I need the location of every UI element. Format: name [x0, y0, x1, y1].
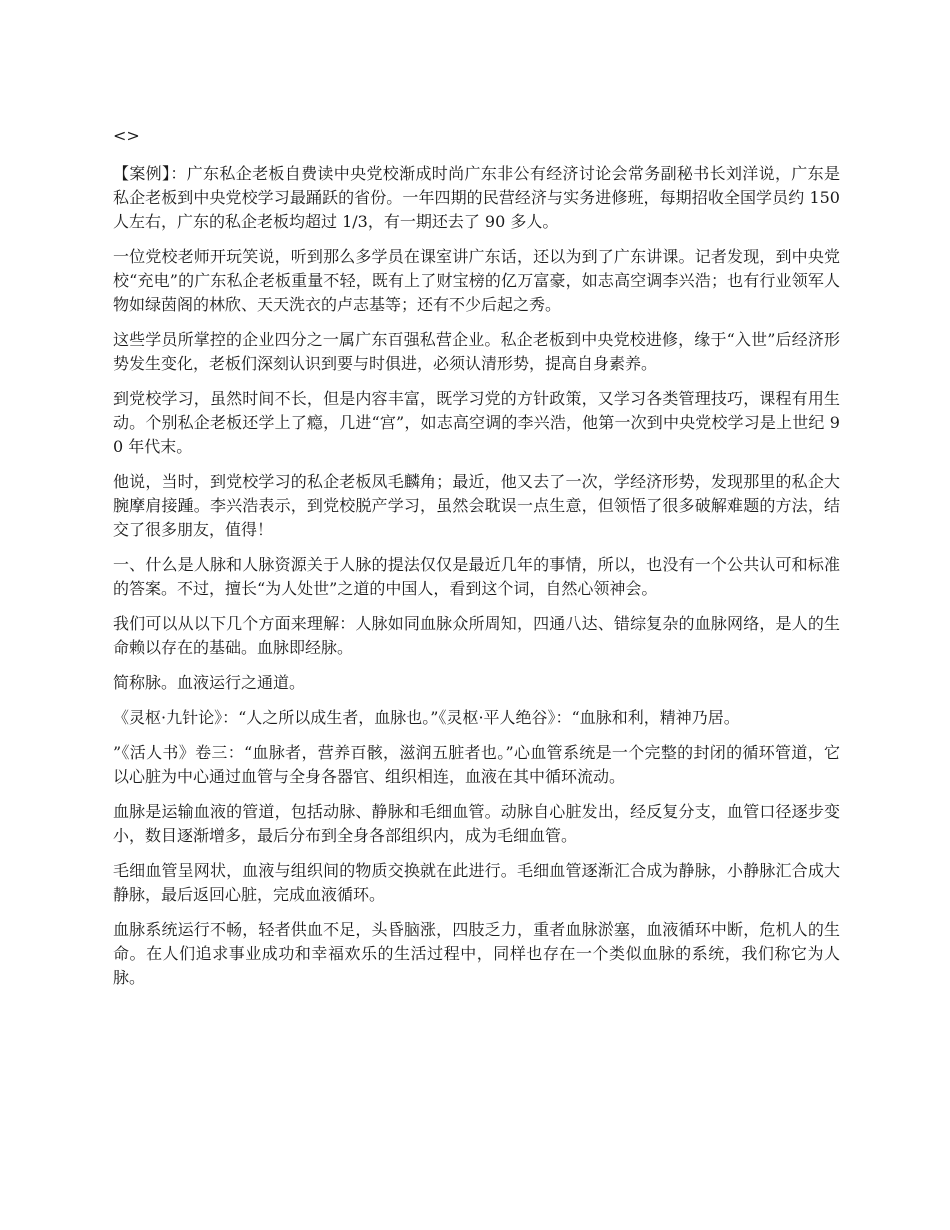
paragraph-9: 《灵枢·九针论》：“人之所以成生者，血脉也。”《灵枢·平人绝谷》：“血脉和利，精神乃居。 [113, 708, 740, 727]
document-page [113, 124, 840, 1001]
paragraph-4: 到党校学习，虽然时间不长，但是内容丰富，既学习党的方针政策，又学习各类管理技巧，课程有用生动。个别私企老板还学上了瘾，几进“宫”，如志高空调的李兴浩，他第一次到中央党校学习是上世纪 90 年代末。 [113, 389, 840, 456]
header-mark: <> [113, 126, 140, 145]
paragraph-6: 一、什么是人脉和人脉资源关于人脉的提法仅仅是最近几年的事情，所以，也没有一个公共认可和标准的答案。不过，擅长“为人处世”之道的中国人，看到这个词，自然心领神会。 [113, 555, 840, 598]
paragraph-11: 血脉是运输血液的管道，包括动脉、静脉和毛细血管。动脉自心脏发出，经反复分支，血管口径逐步变小，数目逐渐增多，最后分布到全身各部组织内，成为毛细血管。 [113, 802, 840, 845]
paragraph-5: 他说，当时，到党校学习的私企老板凤毛麟角；最近，他又去了一次，学经济形势，发现那里的私企大腕摩肩接踵。李兴浩表示，到党校脱产学习，虽然会耽误一点生意，但领悟了很多破解难题的方法，结交了很多朋友，值得！ [113, 472, 840, 539]
paragraph-7: 我们可以从以下几个方面来理解：人脉如同血脉众所周知，四通八达、错综复杂的血脉网络，是人的生命赖以存在的基础。血脉即经脉。 [113, 614, 840, 657]
paragraph-13: 血脉系统运行不畅，轻者供血不足，头昏脑涨，四肢乏力，重者血脉淤塞，血液循环中断，危机人的生命。在人们追求事业成功和幸福欢乐的生活过程中，同样也存在一个类似血脉的系统，我们称它为人脉。 [113, 920, 840, 987]
paragraph-12: 毛细血管呈网状，血液与组织间的物质交换就在此进行。毛细血管逐渐汇合成为静脉，小静脉汇合成大静脉，最后返回心脏，完成血液循环。 [113, 861, 840, 904]
paragraph-3: 这些学员所掌控的企业四分之一属广东百强私营企业。私企老板到中央党校进修，缘于“入世”后经济形势发生变化，老板们深刻认识到要与时俱进，必须认清形势，提高自身素养。 [113, 330, 840, 373]
paragraph-2: 一位党校老师开玩笑说，听到那么多学员在课室讲广东话，还以为到了广东讲课。记者发现，到中央党校“充电”的广东私企老板重量不轻，既有上了财宝榜的亿万富豪，如志高空调李兴浩；也有行业领军人物如绿茵阁的林欣、天天洗衣的卢志基等；还有不少后起之秀。 [113, 247, 840, 314]
paragraph-8: 简称脉。血液运行之通道。 [113, 673, 306, 692]
paragraph-1: 【案例】：广东私企老板自费读中央党校渐成时尚广东非公有经济讨论会常务副秘书长刘洋说，广东是私企老板到中央党校学习最踊跃的省份。一年四期的民营经济与实务进修班，每期招收全国学员约 150 人左右，广东的私企老板均超过 1/3，有一期还去了 90 多人。 [113, 164, 840, 231]
paragraph-10: ”《活人书》卷三：“血脉者，营养百骸，滋润五脏者也。”心血管系统是一个完整的封闭的循环管道，它以心脏为中心通过血管与全身各器官、组织相连，血液在其中循环流动。 [113, 743, 840, 786]
